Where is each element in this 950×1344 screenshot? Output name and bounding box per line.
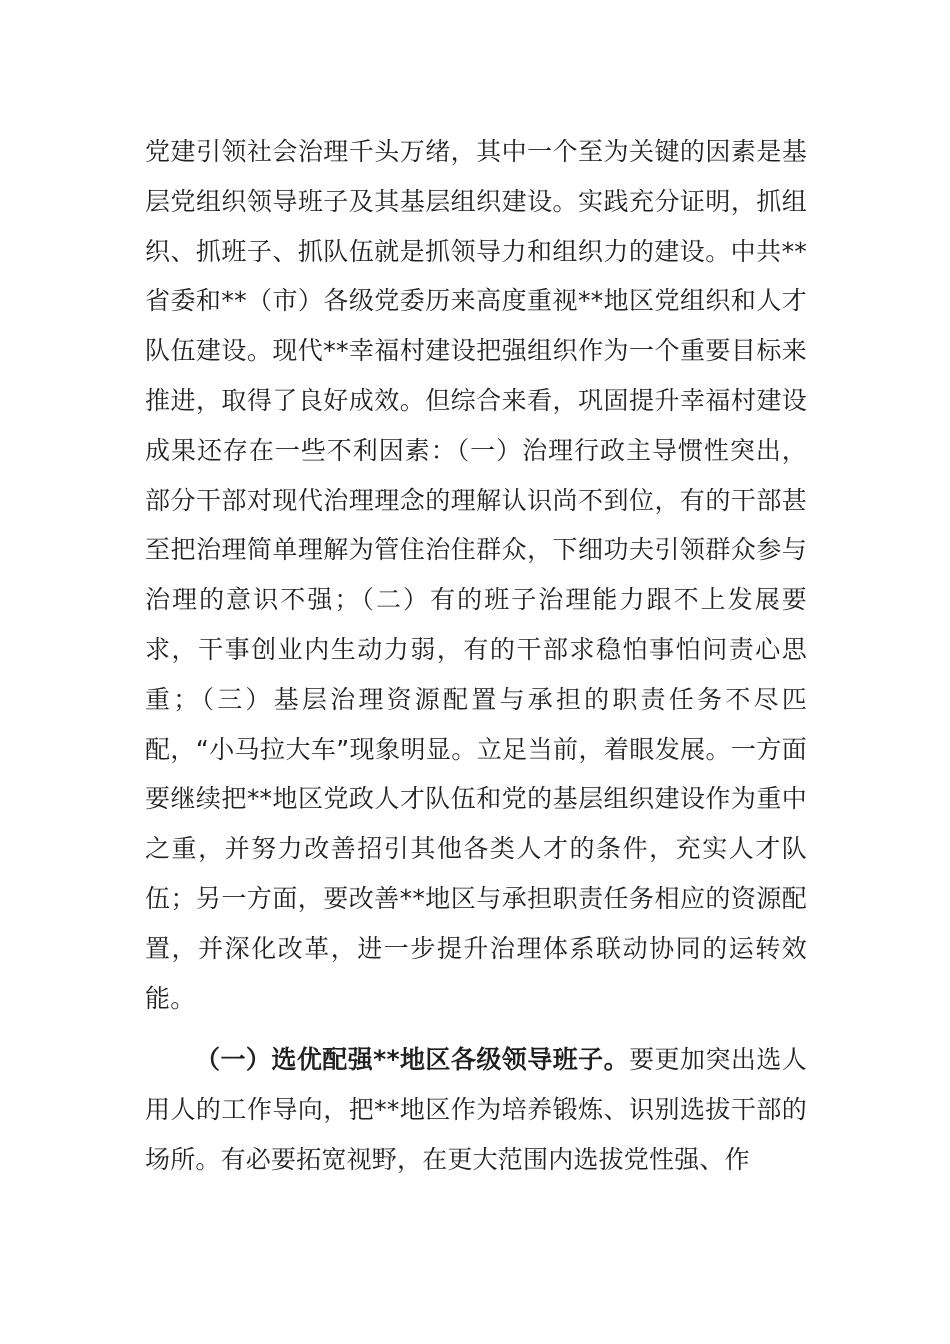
body-paragraph-2 — [145, 1035, 807, 1184]
body-paragraph-1: 党建引领社会治理千头万绪，其中一个至为关键的因素是基层党组织领导班子及其基层组织建设。实践充分证明，抓组织、抓班子、抓队伍就是抓领导力和组织力的建设。中共**省委和**（市）各级党委历来高度重视**地区党组织和人才队伍建设。现代**幸福村建设把强组织作为一个重要目标来推进，取得了良好成效。但综合来看，巩固提升幸福村建设成果还存在一些不利因素：（一）治理行政主导惯性突出，部分干部对现代治理理念的理解认识尚不到位，有的干部甚至把治理简单理解为管住治住群众，下细功夫引领群众参与治理的意识不强；（二）有的班子治理能力跟不上发展要求，干事创业内生动力弱，有的干部求稳怕事怕问责心思重；（三）基层治理资源配置与承担的职责任务不尽匹配，“小马拉大车”现象明显。立足当前，着眼发展。一方面要继续把**地区党政人才队伍和党的基层组织建设作为重中之重，并努力改善招引其他各类人才的条件，充实人才队伍；另一方面，要改善**地区与承担职责任务相应的资源配置，并深化改革，进一步提升治理体系联动协同的运转效能。 — [145, 137, 807, 1013]
section-body-text: 要更加突出选人用人的工作导向，把**地区作为培养锻炼、识别选拔干部的场所。有必要拓宽视野，在更大范围内选拔党性强、作 — [145, 1045, 808, 1174]
section-heading: （一）选优配强**地区各级领导班子。 — [195, 1045, 630, 1074]
